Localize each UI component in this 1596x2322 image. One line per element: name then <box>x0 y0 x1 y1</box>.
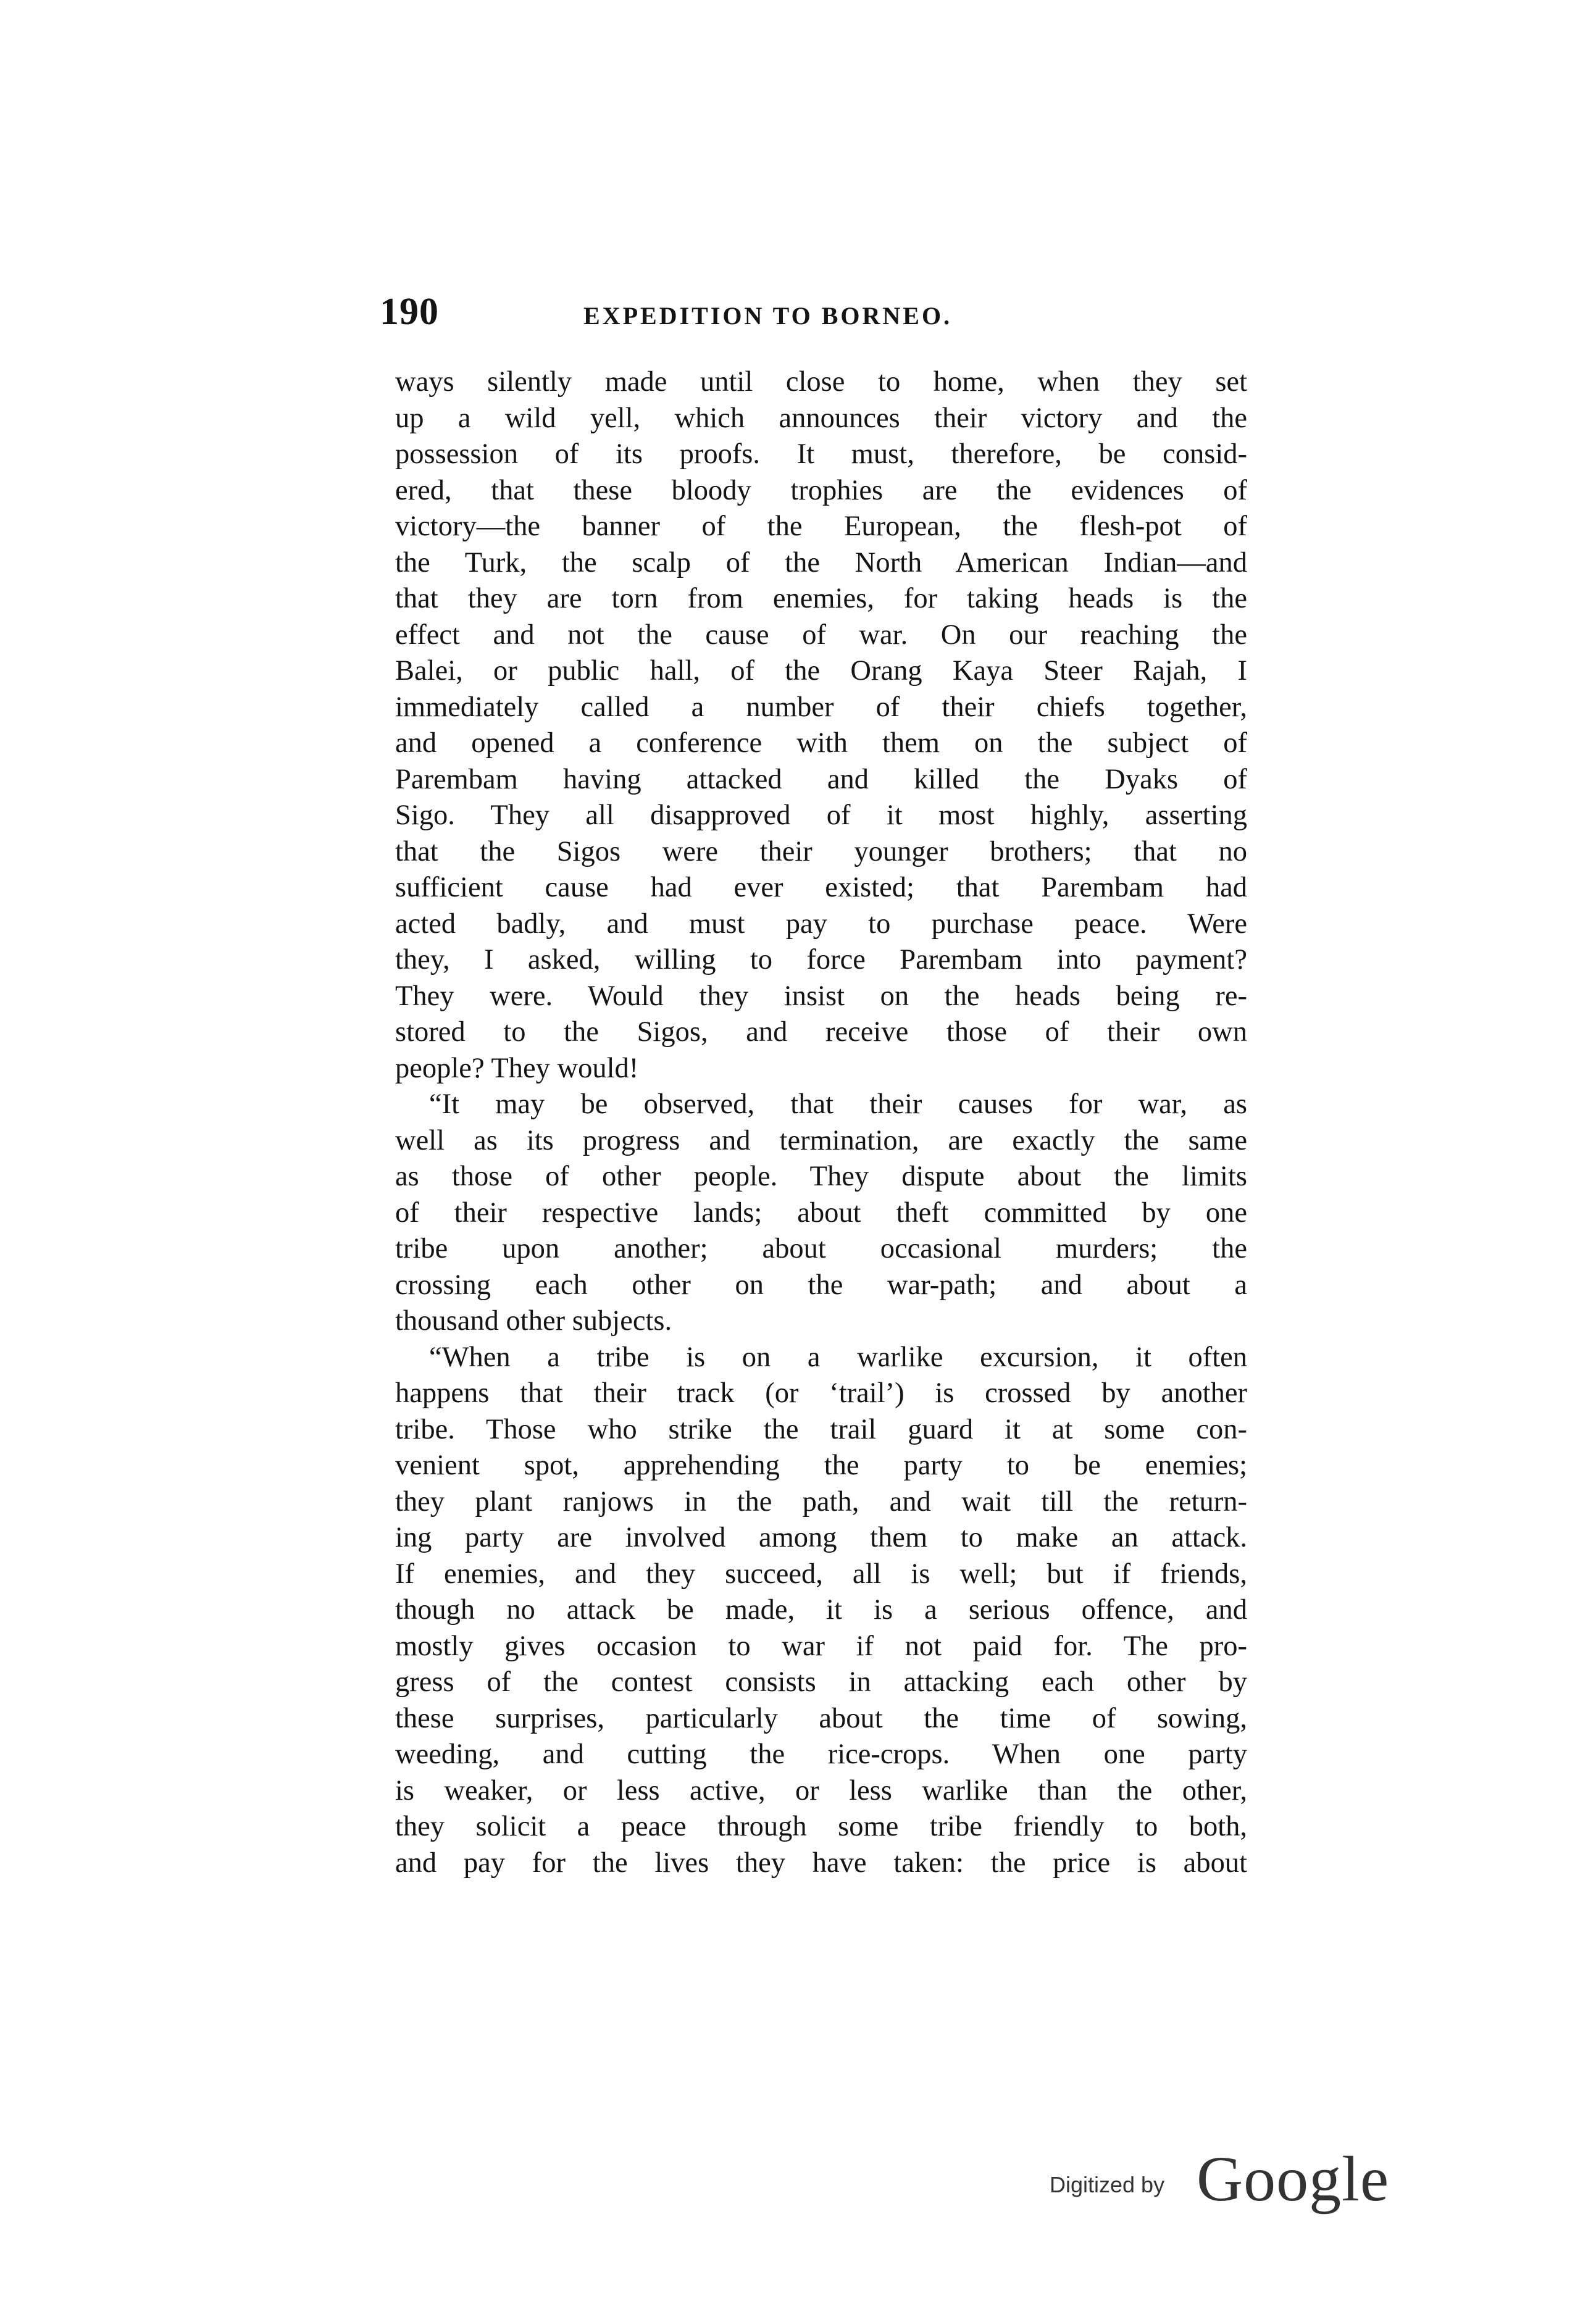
text-line: happens that their track (or ‘trail’) is crossed by another <box>395 1377 1247 1409</box>
body-text <box>395 364 1247 1881</box>
text-line: tribe. Those who strike the trail guard it at some con- <box>395 1413 1247 1445</box>
running-head: EXPEDITION TO BORNEO. <box>583 302 953 330</box>
digitized-by-label: Digitized by <box>1050 2172 1165 2197</box>
text-line: they, I asked, willing to force Parembam into payment? <box>395 944 1247 975</box>
text-line: acted badly, and must pay to purchase peace. Were <box>395 908 1247 940</box>
text-line: effect and not the cause of war. On our reaching the <box>395 619 1247 651</box>
text-line: well as its progress and termination, are exactly the same <box>395 1124 1247 1156</box>
text-line: immediately called a number of their chiefs together, <box>395 691 1247 723</box>
text-line: Parembam having attacked and killed the Dyaks of <box>395 763 1247 795</box>
text-line: weeding, and cutting the rice-crops. When one party <box>395 1739 1247 1770</box>
text-line: victory—the banner of the European, the flesh-pot of <box>395 511 1247 542</box>
page-header <box>380 290 1256 346</box>
text-line: ered, that these bloody trophies are the evidences of <box>395 474 1247 506</box>
text-line: gress of the contest consists in attacking each other by <box>395 1666 1247 1698</box>
text-line: If enemies, and they succeed, all is well; but if friends, <box>395 1558 1247 1590</box>
text-line: sufficient cause had ever existed; that Parembam had <box>395 872 1247 903</box>
text-line: that they are torn from enemies, for taking heads is the <box>395 583 1247 614</box>
text-line: ways silently made until close to home, when they set <box>395 366 1247 398</box>
google-logo: Google <box>1197 2144 1390 2215</box>
text-line: that the Sigos were their younger brothers; that no <box>395 835 1247 867</box>
text-line: up a wild yell, which announces their victory and the <box>395 402 1247 434</box>
text-line: crossing each other on the war-path; and about a <box>395 1269 1247 1301</box>
text-line: They were. Would they insist on the heads being re- <box>395 980 1247 1012</box>
text-line: Balei, or public hall, of the Orang Kaya Steer Rajah, I <box>395 655 1247 687</box>
text-line: of their respective lands; about theft committed by one <box>395 1196 1247 1229</box>
text-line: is weaker, or less active, or less warlike than the other, <box>395 1774 1247 1806</box>
text-line: “It may be observed, that their causes for war, as <box>429 1088 1247 1120</box>
text-line: venient spot, apprehending the party to be enemies; <box>395 1450 1247 1481</box>
text-line: they solicit a peace through some tribe friendly to both, <box>395 1811 1247 1842</box>
text-line: and opened a conference with them on the subject of <box>395 727 1247 759</box>
text-line: tribe upon another; about occasional murders; the <box>395 1233 1247 1264</box>
text-line: ing party are involved among them to make an attack. <box>395 1522 1247 1553</box>
text-line: though no attack be made, it is a serious offence, and <box>395 1594 1247 1626</box>
text-line: people? They would! <box>395 1052 639 1084</box>
text-line: they plant ranjows in the path, and wait till the return- <box>395 1485 1247 1518</box>
text-line: “When a tribe is on a warlike excursion, it often <box>429 1341 1247 1373</box>
text-line: stored to the Sigos, and receive those of their own <box>395 1016 1247 1048</box>
text-line: Sigo. They all disapproved of it most highly, asserting <box>395 800 1247 831</box>
digitization-watermark <box>1050 2142 1395 2216</box>
page-number: 190 <box>380 291 439 333</box>
text-line: as those of other people. They dispute about the limits <box>395 1161 1247 1192</box>
text-line: these surprises, particularly about the time of sowing, <box>395 1702 1247 1734</box>
text-line: possession of its proofs. It must, therefore, be consid- <box>395 438 1247 470</box>
text-line: mostly gives occasion to war if not paid for. The pro- <box>395 1630 1247 1662</box>
text-line: the Turk, the scalp of the North American Indian—and <box>395 546 1247 578</box>
text-line: and pay for the lives they have taken: the price is about <box>395 1847 1247 1879</box>
text-line: thousand other subjects. <box>395 1305 672 1337</box>
